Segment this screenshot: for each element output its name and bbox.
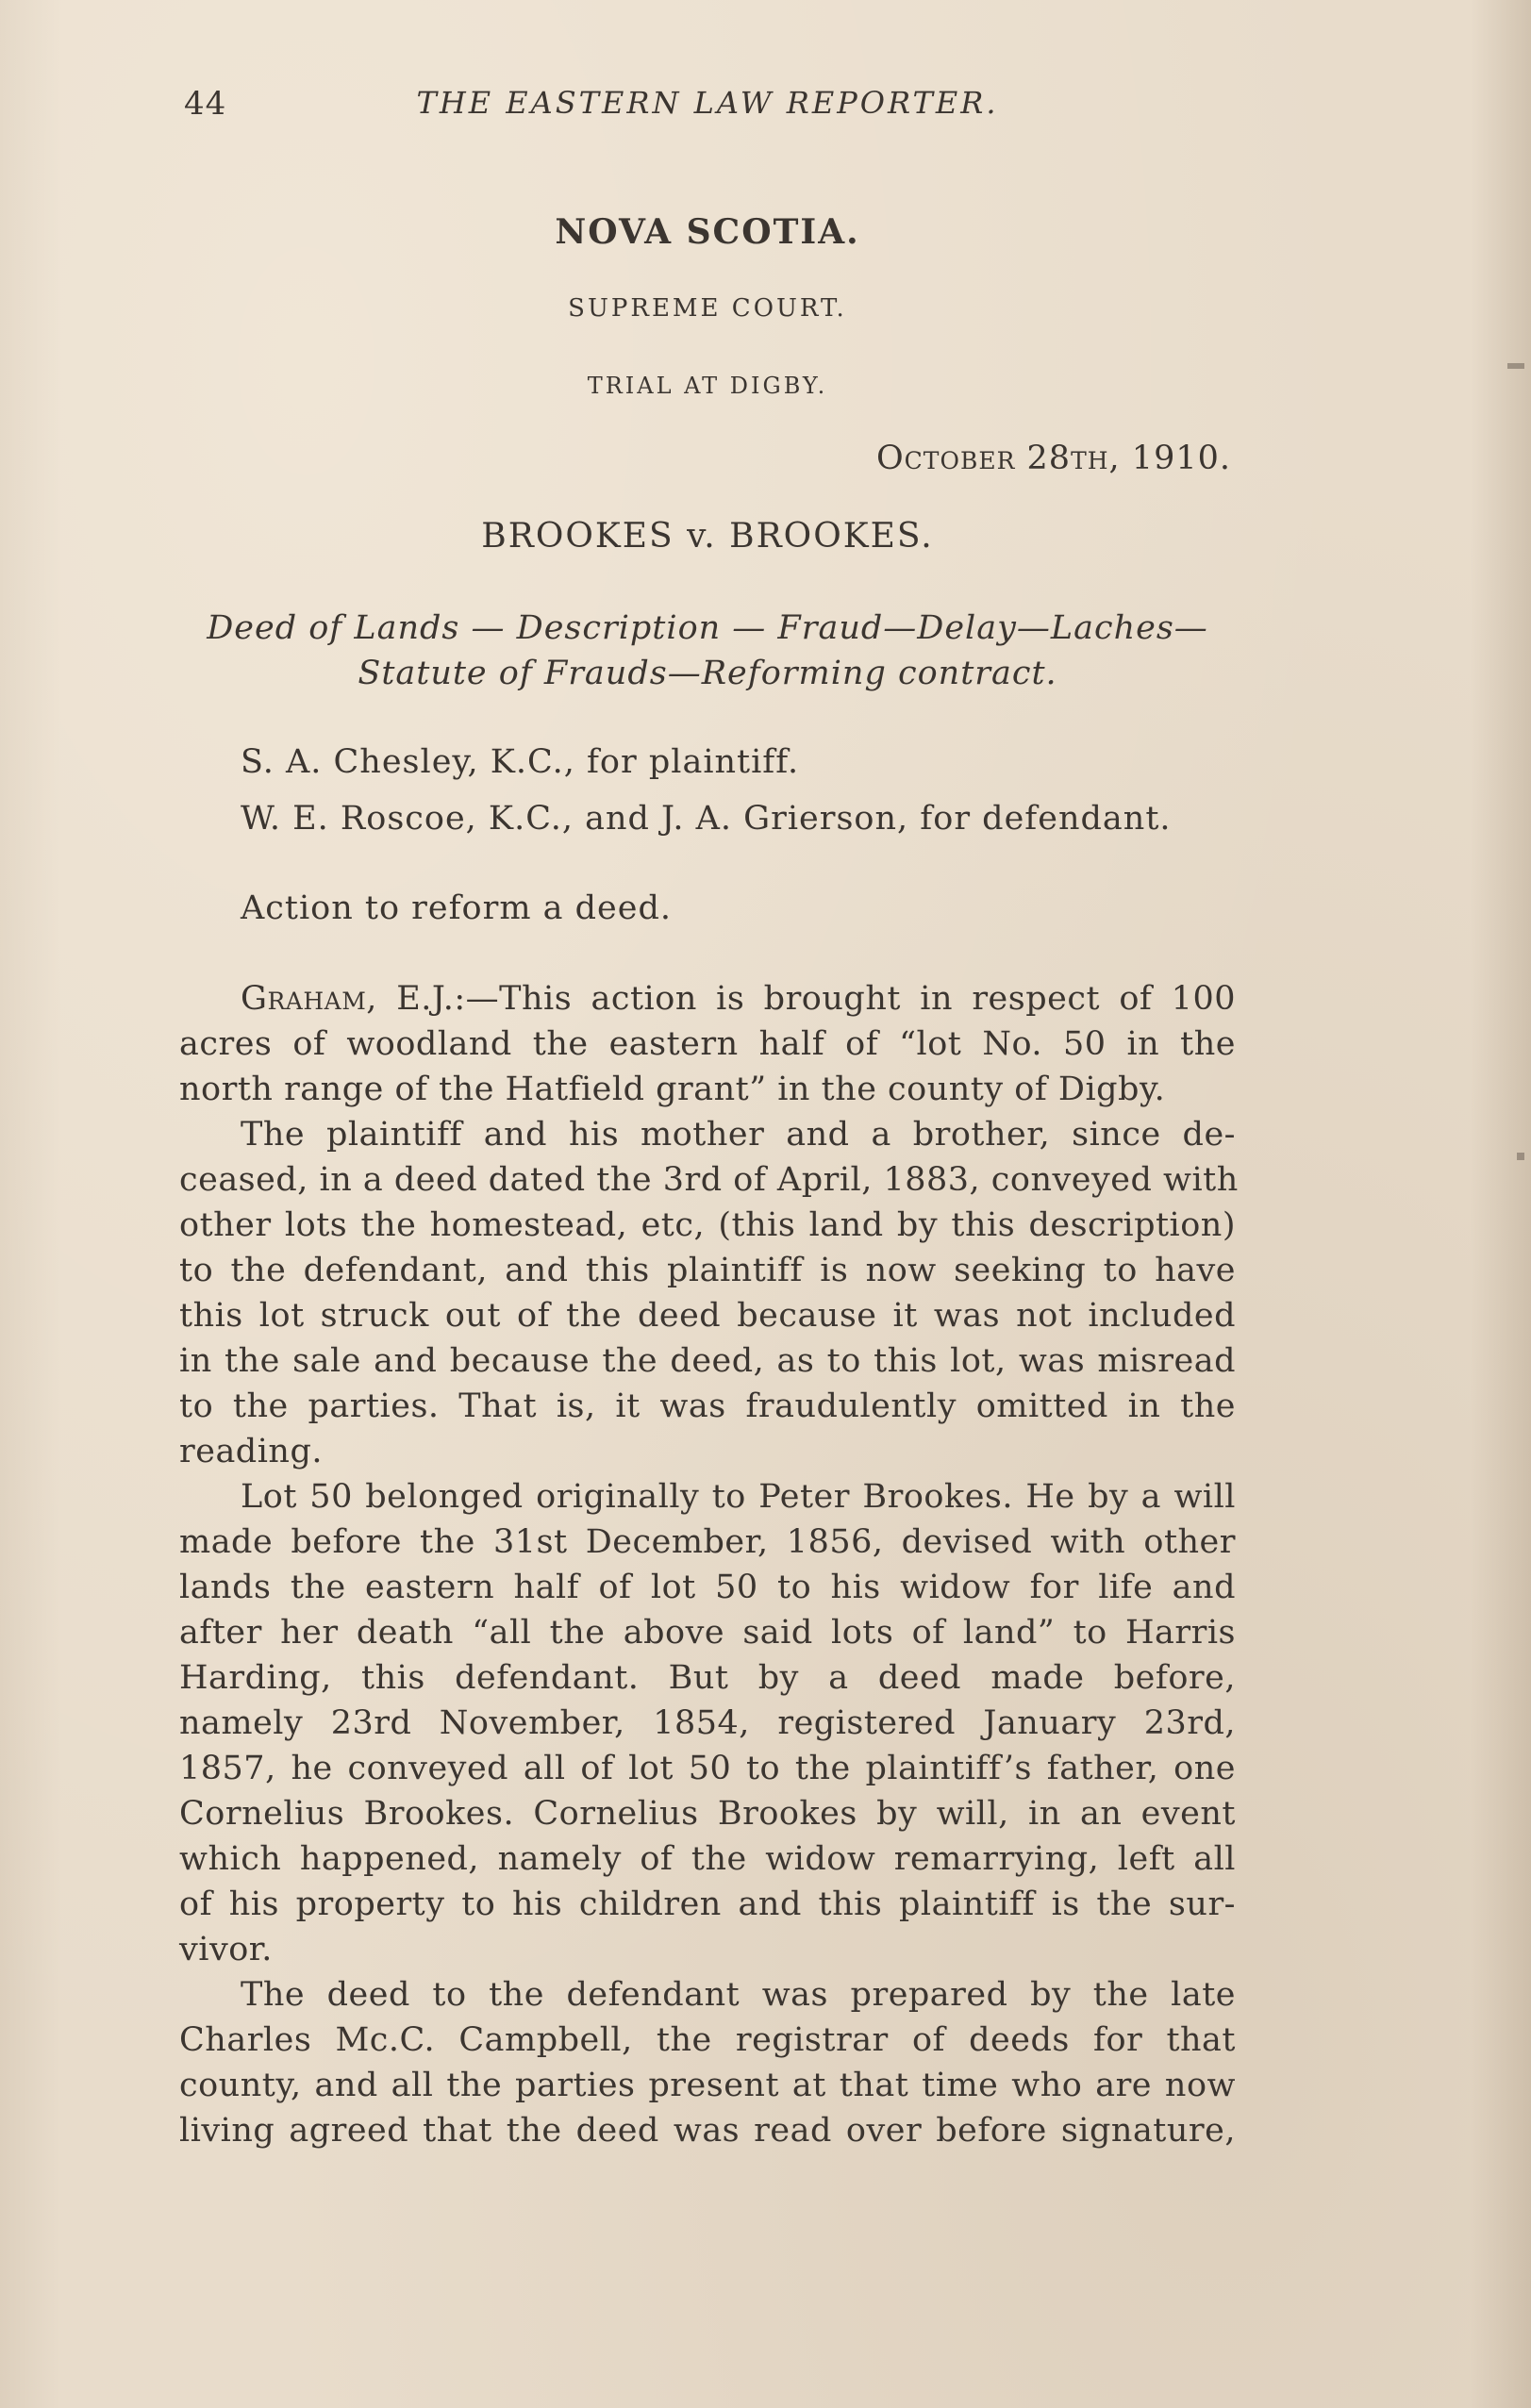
text-line: to the defendant, and this plaintiff is now seeking to have [179,1252,1236,1289]
paragraph-3 [179,1474,1236,1972]
running-head [184,85,1231,126]
text-line: county, and all the parties present at that time who are now [179,2067,1236,2104]
text-line: lands the eastern half of lot 50 to his widow for life and [179,1569,1236,1606]
text-line: north range of the Hatfield grant” in the county of Digby. [179,1071,1166,1108]
headnote-line: Statute of Frauds—Reforming contract. [358,655,1057,692]
trial-heading: TRIAL AT DIGBY. [587,373,828,399]
headnote-line: Deed of Lands — Description — Fraud—Delay—Laches— [207,609,1208,647]
text-line: after her death “all the above said lots of land” to Harris [179,1614,1236,1652]
counsel-defendant: W. E. Roscoe, K.C., and J. A. Grierson, for defendant. [241,800,1172,838]
journal-title: THE EASTERN LAW REPORTER. [416,85,999,121]
page-number: 44 [184,85,227,123]
text-line: Lot 50 belonged originally to Peter Brookes. He by a will [241,1478,1236,1516]
text-line: The plaintiff and his mother and a brother, since de- [241,1116,1236,1154]
text-line: reading. [179,1433,323,1470]
text-line: in the sale and because the deed, as to this lot, was misread [179,1342,1236,1380]
text-line: to the parties. That is, it was fraudulently omitted in the [179,1387,1236,1425]
text-line: Charles Mc.C. Campbell, the registrar of deeds for that [179,2021,1236,2059]
province-heading: NOVA SCOTIA. [555,212,860,252]
text-line: which happened, namely of the widow remarrying, left all [179,1840,1236,1878]
paragraph-1-rest [179,1021,1236,1112]
counsel-plaintiff: S. A. Chesley, K.C., for plaintiff. [241,743,800,781]
judge-name: Graham, E.J. [241,980,455,1018]
paragraph-2 [179,1112,1239,1474]
text-line: made before the 31st December, 1856, devised with other [179,1523,1236,1561]
judgment-body [179,976,1239,2153]
text-line: 1857, he conveyed all of lot 50 to the plaintiff’s father, one [179,1750,1236,1787]
page-speck [1517,1153,1524,1160]
text-line: of his property to his children and this plaintiff is the sur- [179,1885,1236,1923]
action-summary: Action to reform a deed. [241,889,673,927]
text-line: namely 23rd November, 1854, registered January 23rd, [179,1704,1236,1742]
text-line: living agreed that the deed was read over before signature, [179,2112,1236,2150]
court-heading: SUPREME COURT. [568,294,847,323]
paragraph-4 [179,1972,1236,2153]
text-line: this lot struck out of the deed because it was not included [179,1297,1236,1335]
text-line: Cornelius Brookes. Cornelius Brookes by will, in an event [179,1795,1236,1833]
opening-text: :—This action is brought in respect of 100 [454,980,1236,1018]
text-line: vivor. [179,1931,273,1968]
decision-date: October 28th, 1910. [875,440,1231,477]
text-line: acres of woodland the eastern half of “lot No. 50 in the [179,1025,1236,1063]
text-line: The deed to the defendant was prepared by the late [241,1976,1236,2014]
text-line: other lots the homestead, etc, (this land by this description) [179,1206,1236,1244]
paragraph-opening-line [179,976,1236,1021]
text-line: ceased, in a deed dated the 3rd of April, 1883, conveyed with [179,1161,1239,1199]
text-line: Harding, this defendant. But by a deed made before, [179,1659,1236,1697]
headnote [179,606,1236,696]
case-name: BROOKES v. BROOKES. [481,517,934,556]
page-speck [1507,363,1524,369]
